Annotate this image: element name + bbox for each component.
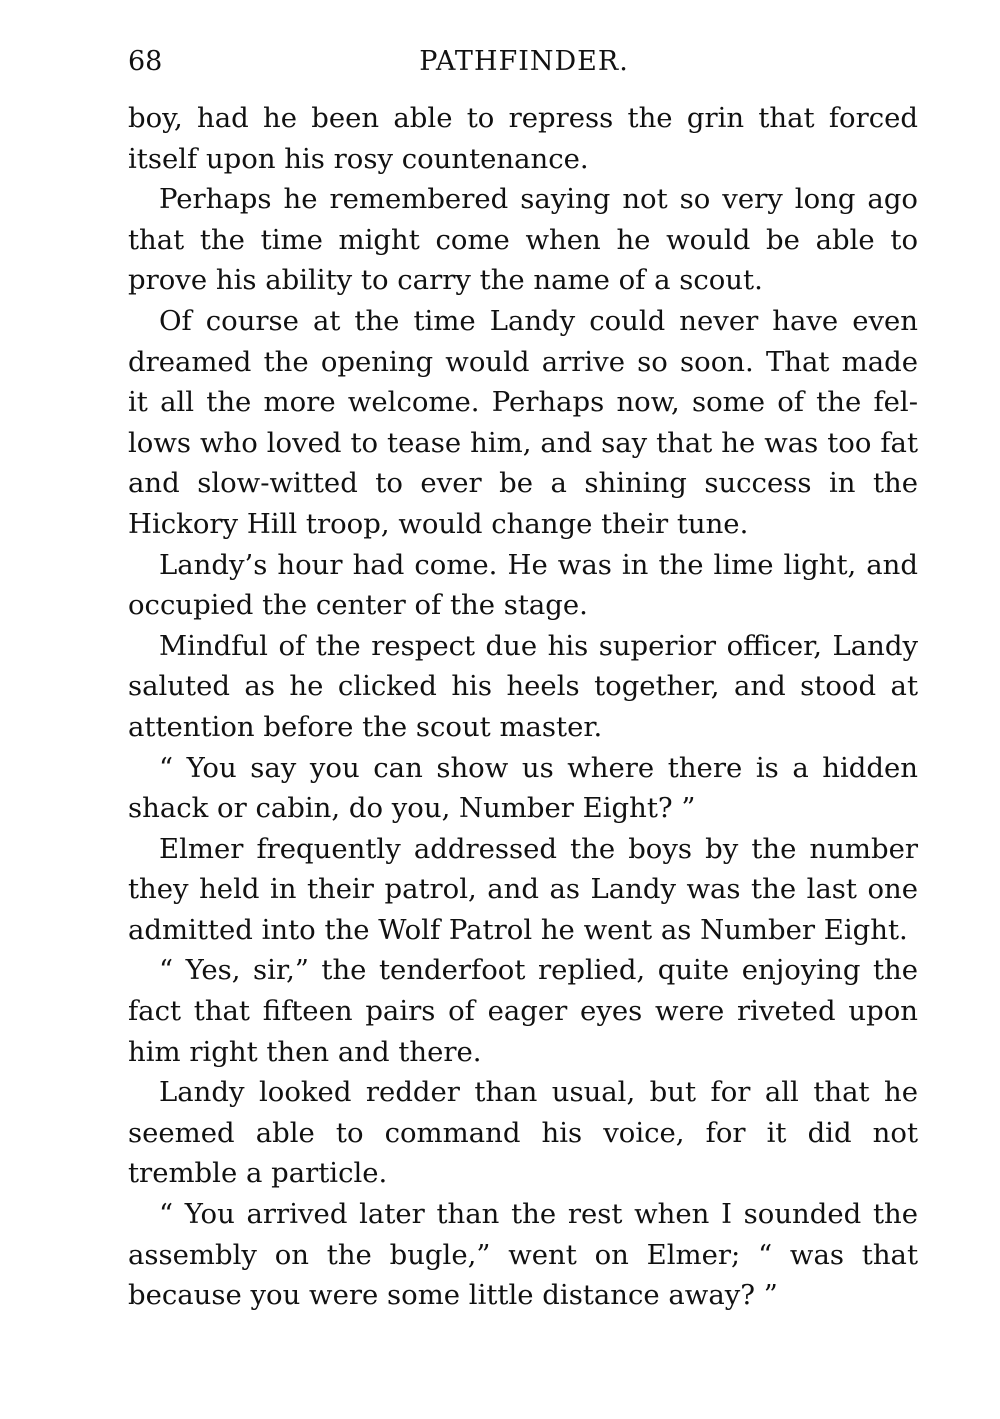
running-title: PATHFINDER. [419,46,629,77]
body-text [128,98,918,1316]
paragraph-dialogue: “ You arrived later than the rest when I sounded the assembly on the bugle,” went on Elmer; “ was that because you were some little distance away? ” [128,1198,918,1312]
page-number: 68 [128,46,163,77]
paragraph: Landy looked redder than usual, but for all that he seemed able to command his voice, for it did not tremble a particle. [128,1076,918,1190]
paragraph: Elmer frequently addressed the boys by the number they held in their patrol, and as Landy was the last one admitted into the Wolf Patrol he went as Number Eight. [128,832,918,946]
paragraph-dialogue: “ You say you can show us where there is a hidden shack or cabin, do you, Number Eight? ” [128,751,918,825]
running-head [128,42,920,82]
paragraph-dialogue: “ Yes, sir,” the tenderfoot replied, quite enjoying the fact that fifteen pairs of eager eyes were riveted upon him right then and there. [128,954,918,1068]
paragraph-continued: boy, had he been able to repress the grin that forced itself upon his rosy countenance. [128,102,918,175]
paragraph: Landy’s hour had come. He was in the lime light, and occupied the center of the stage. [128,548,918,622]
paragraph: Perhaps he remembered saying not so very long ago that the time might come when he would be able to prove his ability to carry the name of a scout. [128,183,918,297]
paragraph: Of course at the time Landy could never have even dreamed the opening would arrive so soon. That made it all the more welcome. Perhaps now, some of the fellows who loved to tease him, and say that he was too fat and slow-witted to ever be a shining success in the Hickory Hill troop, would change their tune. [128,304,918,540]
paragraph: Mindful of the respect due his superior officer, Landy saluted as he clicked his heels together, and stood at attention before the scout master. [128,629,918,743]
